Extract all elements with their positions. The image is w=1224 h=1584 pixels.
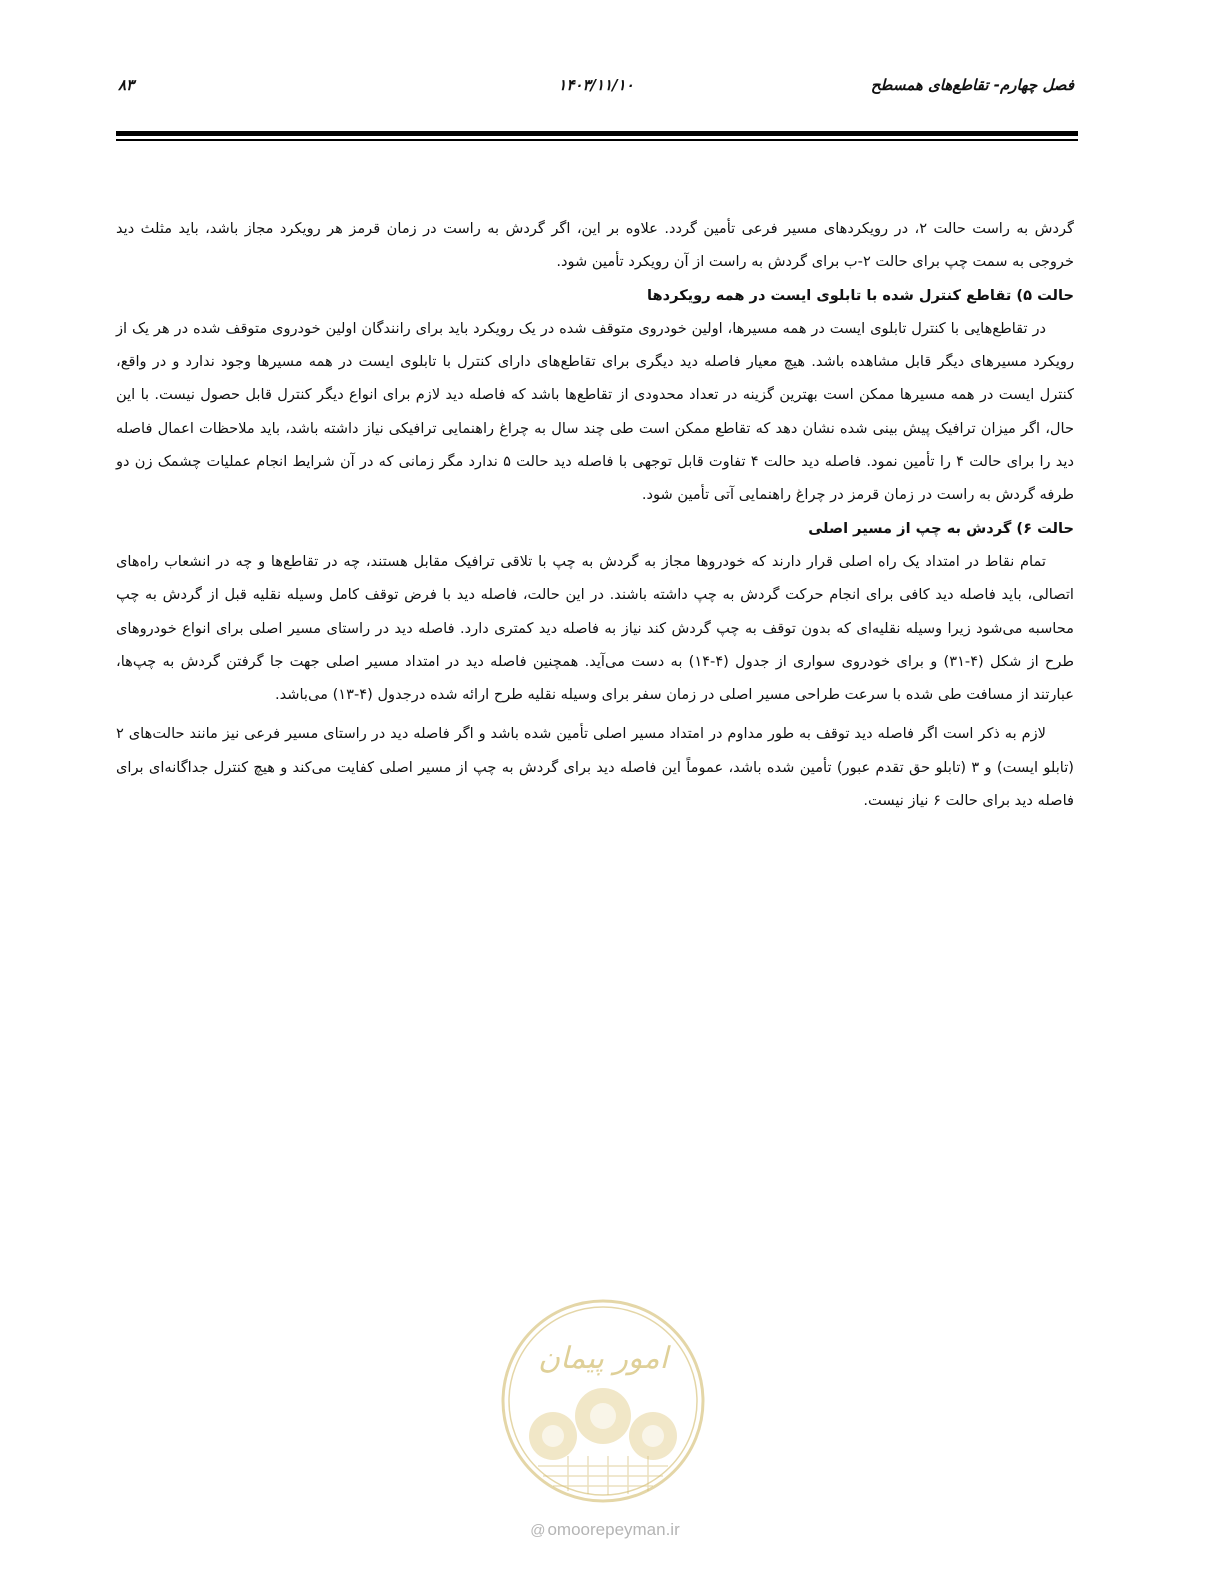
page-number: ۸۳ xyxy=(118,76,135,94)
paragraph-case2-continuation: گردش به راست حالت ۲، در رویکردهای مسیر فرعی تأمین گردد. علاوه بر این، اگر گردش به راست در زمان قرمز هر رویکرد مجاز باشد، باید مثلث دید خروجی به سمت چپ برای حالت ۲-ب برای گردش به راست از آن رویکرد تأمین شود. xyxy=(116,220,1074,271)
chapter-title: فصل چهارم- تقاطع‌های همسطح xyxy=(870,76,1074,94)
heading-case5: حالت ۵) تقاطع کنترل شده با تابلوی ایست در همه رویکردها xyxy=(647,286,1074,304)
paragraph-case6: تمام نقاط در امتداد یک راه اصلی قرار دارند که خودروها مجاز به گردش به چپ با تلاقی ترافیک مقابل هستند، چه در تقاطع‌ها و چه در انشعاب راه‌های اتصالی، باید فاصله دید کافی برای انجام حرکت گردش به چپ داشته باشند. در این حالت، فاصله دید با فرض توقف کامل وسیله نقلیه قبل از گردش به چپ محاسبه می‌شود زیرا وسیله نقلیه‌ای که بدون توقف به چپ گردش کند نیاز به فاصله دید کمتری دارد. فاصله دید در راستای مسیر اصلی برای انواع خودروهای طرح از شکل (۴-۳۱) و برای خودروی سواری از جدول (۴-۱۴) به دست می‌آید. همچنین فاصله دید در امتداد مسیر اصلی جهت جا گرفتن گردش به چپ‌ها، عبارتند از مسافت طی شده با سرعت طراحی مسیر اصلی در زمان سفر برای وسیله نقلیه طرح ارائه شده درجدول (۴-۱۳) می‌باشد. xyxy=(116,552,1075,704)
watermark-at-icon: @ xyxy=(530,1522,546,1539)
page-header xyxy=(118,70,1074,100)
watermark-logo-text: امور پیمان xyxy=(538,1341,668,1376)
paragraph-case6-note: لازم به ذکر است اگر فاصله دید توقف به طور مداوم در امتداد مسیر اصلی تأمین شده باشد و اگر فاصله دید در راستای مسیر فرعی نیز مانند حالت‌های ۲ (تابلو ایست) و ۳ (تابلو حق تقدم عبور) تأمین شده باشد، عموماً این فاصله دید برای گردش به چپ از مسیر اصلی کفایت می‌کند و هیچ کنترل جداگانه‌ای برای فاصله دید برای حالت ۶ نیاز نیست. xyxy=(116,725,1074,810)
watermark-site xyxy=(480,1520,730,1540)
page-content xyxy=(116,212,1074,817)
watermark-site-text: omoorepeyman.ir xyxy=(547,1520,680,1539)
paragraph-case5: در تقاطع‌هایی با کنترل تابلوی ایست در همه مسیرها، اولین خودروی متوقف شده در یک رویکرد باید برای رانندگان اولین خودروی متوقف شده در هر یک از رویکرد مسیرهای دیگر قابل مشاهده باشد. هیچ معیار فاصله دید دیگری برای تقاطع‌های دارای کنترل با تابلوی ایست در همه مسیرها وجود ندارد و در واقع، کنترل ایست در همه مسیرها ممکن است بهترین گزینه در تعداد محدودی از تقاطع‌ها باشد که فاصله دید لازم برای انواع دیگر کنترل قابل حصول نیست. با این حال، اگر میزان ترافیک پیش بینی شده نشان دهد که تقاطع ممکن است طی چند سال به چراغ راهنمایی ترافیکی نیاز داشته باشد، باید ملاحظات اعمال فاصله دید را برای حالت ۴ را تأمین نمود. فاصله دید حالت ۴ تفاوت قابل توجهی با فاصله دید حالت ۵ ندارد مگر زمانی که در آن شرایط انجام عملیات چشمک زن دو طرفه گردش به راست در زمان قرمز در چراغ راهنمایی آتی تأمین شود. xyxy=(116,319,1074,504)
header-date: ۱۴۰۳/۱۱/۱۰ xyxy=(558,76,634,94)
header-rule-thick xyxy=(116,131,1078,136)
watermark-logo xyxy=(498,1296,708,1506)
heading-case6: حالت ۶) گردش به چپ از مسیر اصلی xyxy=(808,519,1074,537)
header-rule-thin xyxy=(116,139,1078,141)
